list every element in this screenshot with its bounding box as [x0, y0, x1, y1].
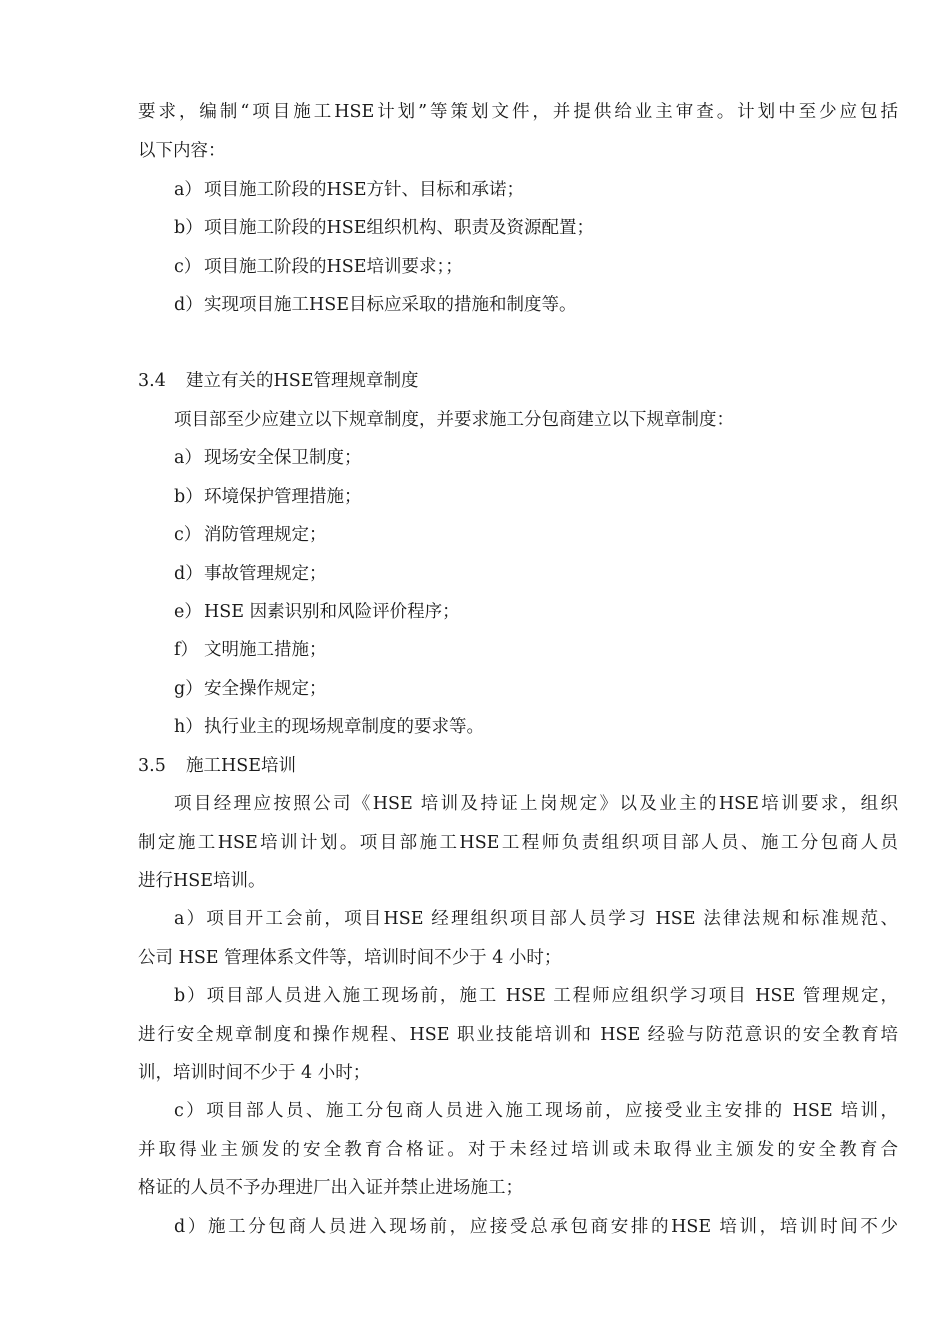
list-item-text: 项目施工阶段的HSE培训要求；；	[204, 257, 463, 277]
section-heading-3-4	[138, 370, 898, 392]
list-item-text: 环境保护管理措施；	[204, 487, 362, 507]
list-item	[174, 217, 898, 239]
paragraph-line: d）施工分包商人员进入现场前，应接受总承包商安排的HSE 培训，培训时间不少	[174, 1217, 898, 1237]
paragraph-line: 进行安全规章制度和操作规程、HSE 职业技能培训和 HSE 经验与防范意识的安全教育培	[138, 1025, 898, 1045]
paragraph-line: 训，培训时间不少于 4 小时；	[138, 1063, 371, 1083]
paragraph-line: 格证的人员不予办理进厂出入证并禁止进场施工；	[138, 1178, 523, 1198]
section-intro: 项目部至少应建立以下规章制度，并要求施工分包商建立以下规章制度：	[174, 410, 734, 430]
section-number: 3.4	[138, 371, 166, 391]
section-title: 施工HSE培训	[186, 756, 297, 776]
paragraph-line: b）项目部人员进入施工现场前，施工 HSE 工程师应组织学习项目 HSE 管理规定，	[174, 986, 898, 1006]
list-marker: a）	[174, 180, 202, 200]
list-item	[174, 256, 898, 278]
list-item	[174, 639, 898, 661]
paragraph-line: 制定施工HSE培训计划。项目部施工HSE工程师负责组织项目部人员、施工分包商人员	[138, 833, 898, 853]
list-item	[174, 179, 898, 201]
list-item-text: 安全操作规定；	[204, 679, 327, 699]
list-item-text: 项目施工阶段的HSE组织机构、职责及资源配置；	[204, 218, 595, 238]
list-marker: h）	[174, 717, 203, 737]
list-marker: b）	[174, 218, 203, 238]
paragraph-line: 并取得业主颁发的安全教育合格证。对于未经过培训或未取得业主颁发的安全教育合	[138, 1140, 898, 1160]
list-item-text: 项目施工阶段的HSE方针、目标和承诺；	[204, 180, 525, 200]
paragraph-line: a）项目开工会前，项目HSE 经理组织项目部人员学习 HSE 法律法规和标准规范、	[174, 909, 898, 929]
list-item-text: HSE 因素识别和风险评价程序；	[204, 602, 460, 622]
list-marker: d）	[174, 564, 203, 584]
list-item-text: 文明施工措施；	[204, 640, 327, 660]
list-item	[174, 563, 898, 585]
paragraph-line: c）项目部人员、施工分包商人员进入施工现场前，应接受业主安排的 HSE 培训，	[174, 1101, 898, 1121]
list-item-text: 事故管理规定；	[204, 564, 327, 584]
list-item	[174, 486, 898, 508]
list-item	[174, 294, 898, 316]
list-item	[174, 524, 898, 546]
list-marker: e）	[174, 602, 202, 622]
intro-line-2: 以下内容：	[138, 141, 226, 161]
list-marker: a）	[174, 448, 202, 468]
list-item	[174, 678, 898, 700]
list-marker: d）	[174, 295, 203, 315]
intro-line-1: 要求，编制“项目施工HSE计划”等策划文件，并提供给业主审查。计划中至少应包括	[138, 102, 898, 122]
list-item-text: 实现项目施工HSE目标应采取的措施和制度等。	[204, 295, 577, 315]
section-number: 3.5	[138, 756, 166, 776]
list-item-text: 执行业主的现场规章制度的要求等。	[204, 717, 484, 737]
list-item	[174, 447, 898, 469]
section-heading-3-5	[138, 755, 898, 777]
list-item-text: 消防管理规定；	[204, 525, 327, 545]
list-item-text: 现场安全保卫制度；	[204, 448, 362, 468]
list-marker: g）	[174, 679, 203, 699]
paragraph-line: 公司 HSE 管理体系文件等，培训时间不少于 4 小时；	[138, 948, 562, 968]
list-marker: c）	[174, 525, 202, 545]
list-item	[174, 716, 898, 738]
paragraph-line: 项目经理应按照公司《HSE 培训及持证上岗规定》以及业主的HSE培训要求，组织	[174, 794, 898, 814]
list-marker: c）	[174, 257, 202, 277]
list-marker: b）	[174, 487, 203, 507]
section-title: 建立有关的HSE管理规章制度	[186, 371, 419, 391]
paragraph-line: 进行HSE培训。	[138, 871, 266, 891]
list-item	[174, 601, 898, 623]
list-marker: f）	[174, 640, 198, 660]
